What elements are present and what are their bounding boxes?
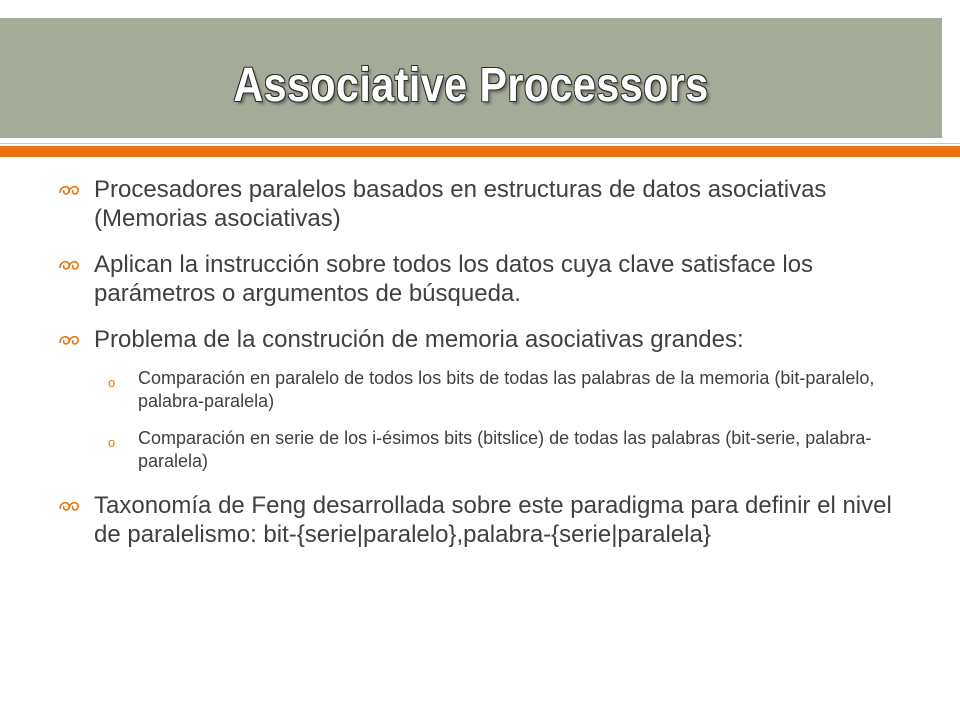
bullet-item xyxy=(58,325,918,354)
double-swirl-icon xyxy=(58,179,82,199)
bullet-text: Procesadores paralelos basados en estructuras de datos asociativas (Memorias asociativas) xyxy=(94,176,827,232)
bullet-item xyxy=(58,250,918,308)
bullet-text: Problema de la construción de memoria asociativas grandes: xyxy=(94,326,744,353)
double-swirl-icon xyxy=(58,254,82,274)
circle-o-icon: o xyxy=(108,375,116,390)
circle-o-icon: o xyxy=(108,435,116,450)
sub-bullet-item xyxy=(58,427,918,473)
double-swirl-icon xyxy=(58,495,82,515)
slide-title: Associative Processors xyxy=(233,59,709,112)
accent-band xyxy=(0,146,960,157)
bullet-item xyxy=(58,491,918,549)
sub-bullet-text: Comparación en serie de los i-ésimos bits (bitslice) de todas las palabras (bit-serie, palabra-paralela) xyxy=(138,428,872,471)
sub-bullet-text: Comparación en paralelo de todos los bits de todas las palabras de la memoria (bit-paralelo, palabra-paralela) xyxy=(138,368,875,411)
bullet-text: Taxonomía de Feng desarrollada sobre este paradigma para definir el nivel de paralelismo: bit-{serie|paralelo},palabra-{serie|paralela} xyxy=(94,492,892,548)
divider-line xyxy=(0,143,960,144)
sub-bullet-item xyxy=(58,367,918,413)
title-bar xyxy=(0,18,942,138)
slide-content xyxy=(58,175,918,566)
bullet-item xyxy=(58,175,918,233)
double-swirl-icon xyxy=(58,329,82,349)
bullet-text: Aplican la instrucción sobre todos los datos cuya clave satisface los parámetros o argumentos de búsqueda. xyxy=(94,251,814,307)
